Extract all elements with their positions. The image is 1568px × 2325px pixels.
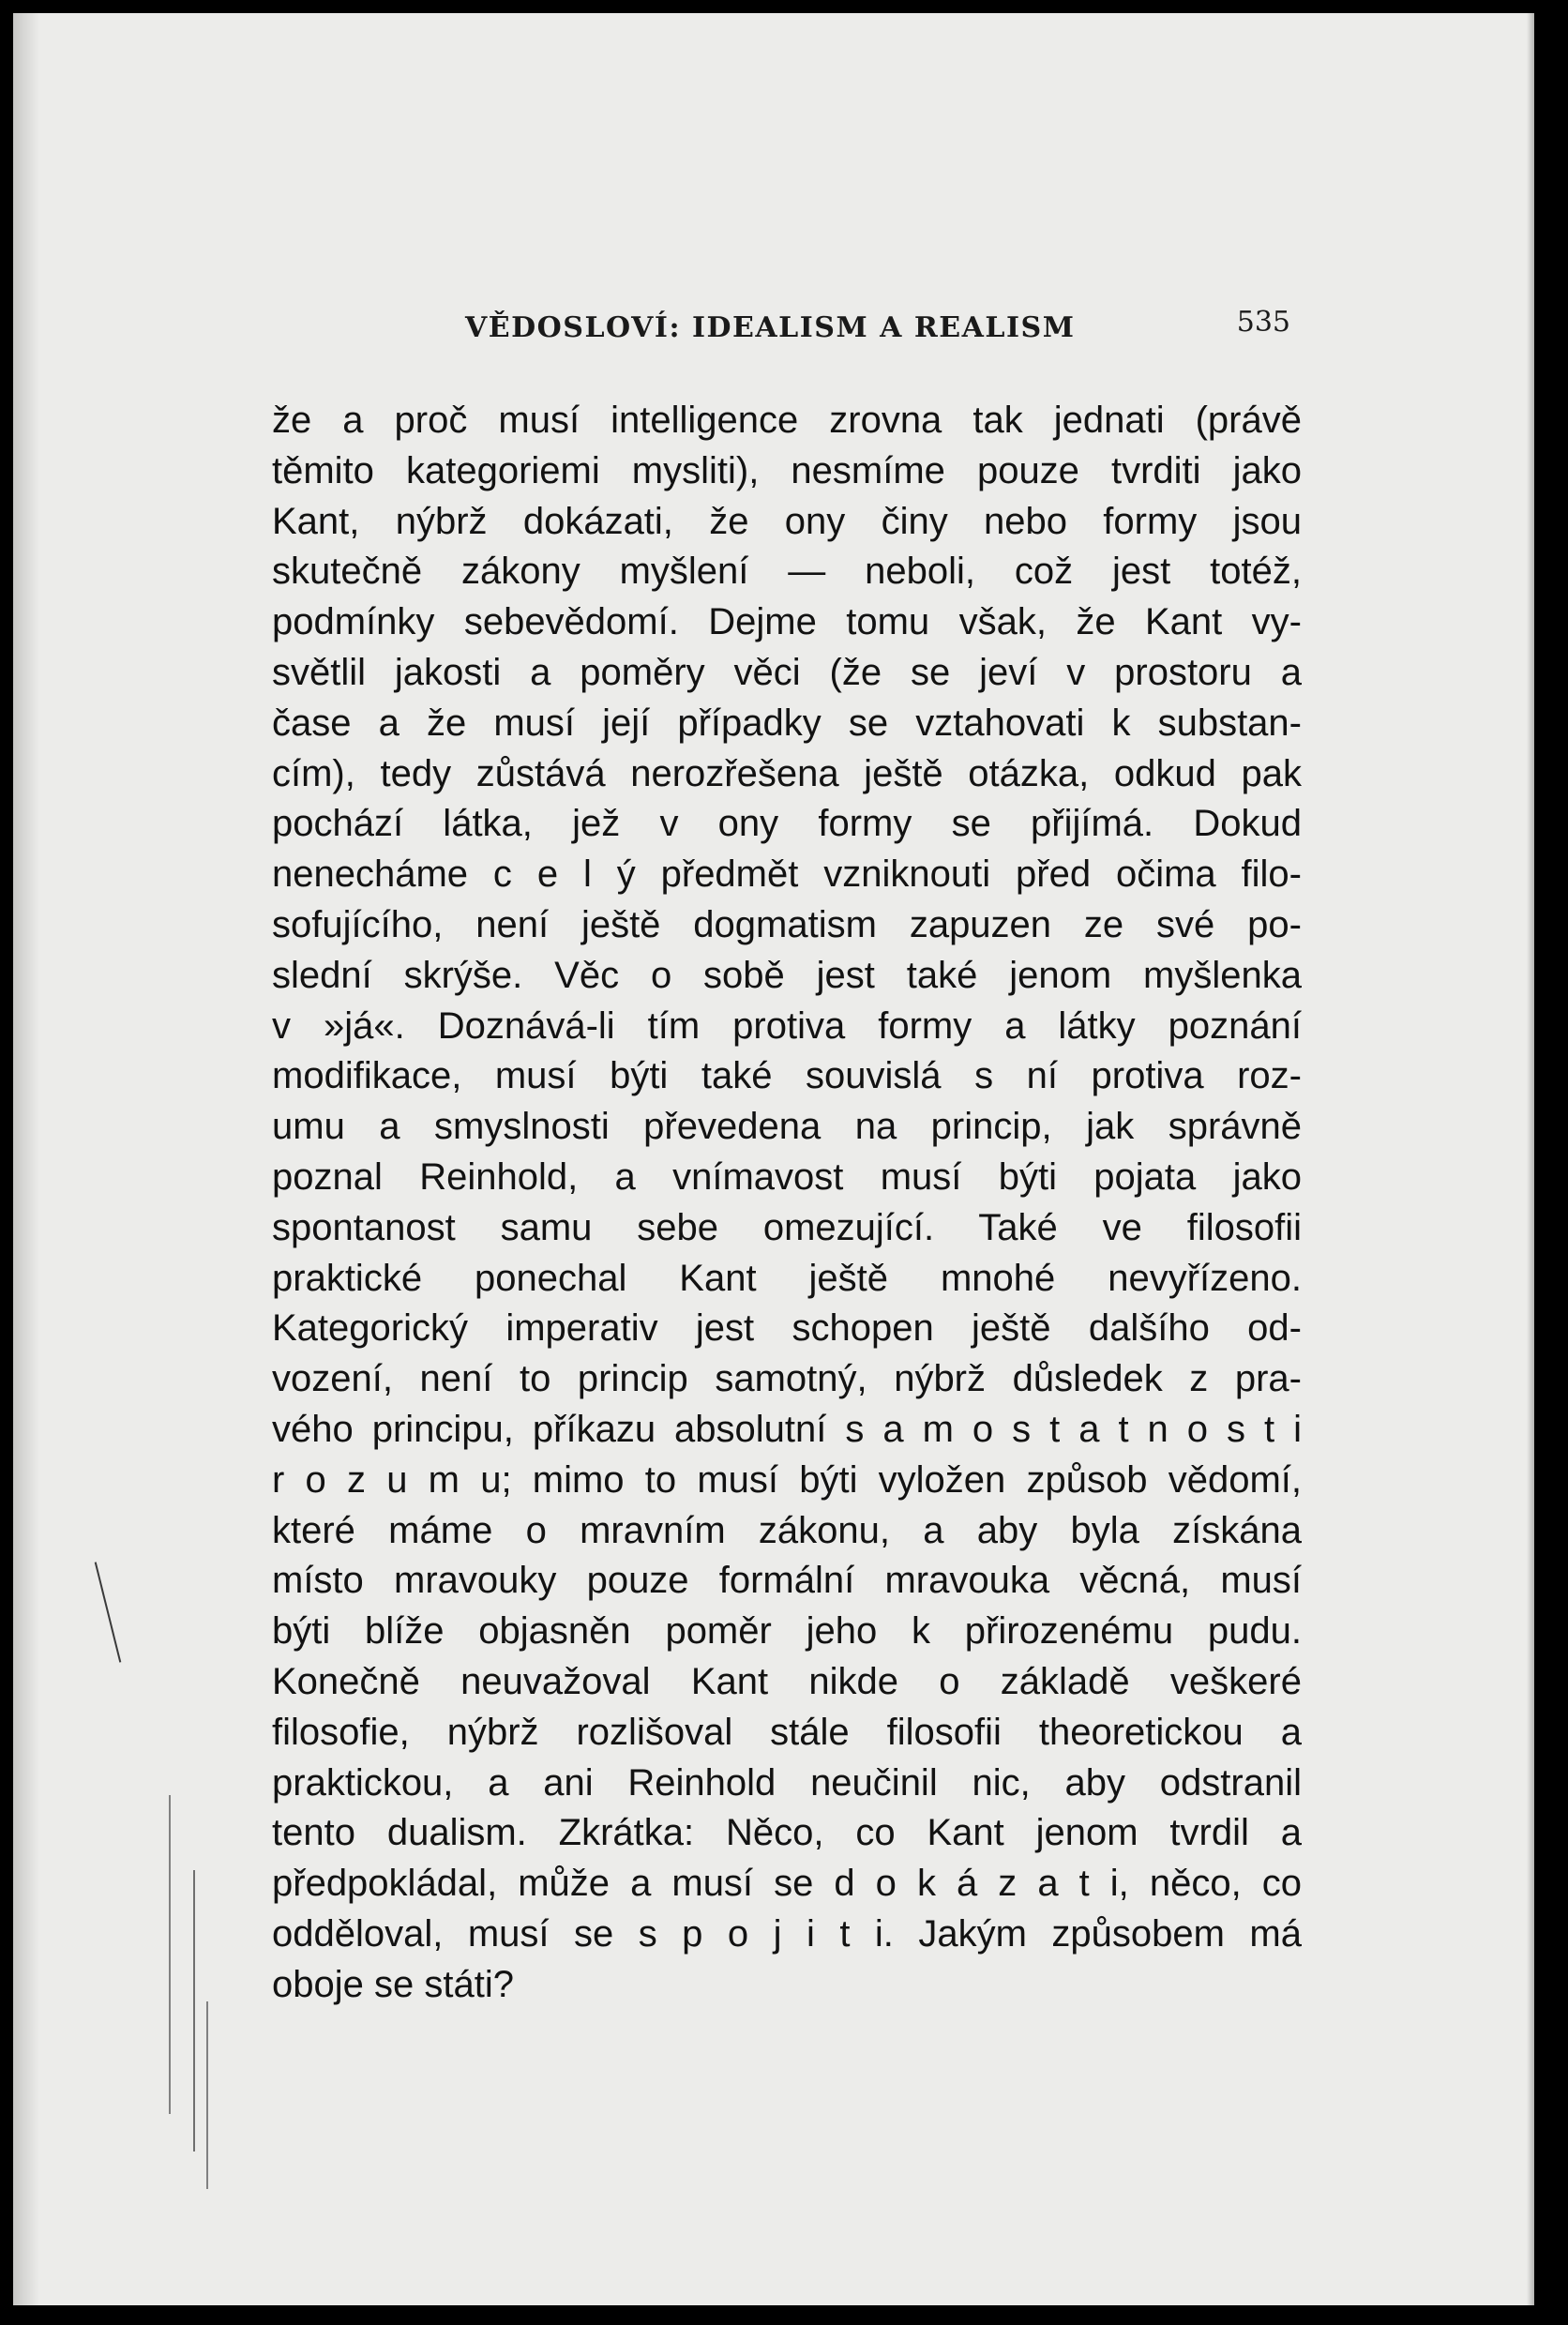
text-line: místo mravouky pouze formální mravouka věcná, musí bbox=[272, 1560, 1302, 1602]
text-line: světlil jakosti a poměry věci (že se jeví v prostoru a bbox=[272, 651, 1302, 693]
text-line: vého principu, příkazu absolutní s a m o s t a t n o s t i bbox=[272, 1408, 1302, 1450]
margin-scratch bbox=[95, 1562, 122, 1662]
text-line: Kant, nýbrž dokázati, že ony činy nebo formy jsou bbox=[272, 500, 1302, 542]
text-line: Kategorický imperativ jest schopen ještě dalšího od- bbox=[272, 1307, 1302, 1350]
page-header bbox=[465, 306, 1290, 353]
text-line: vození, není to princip samotný, nýbrž důsledek z pra- bbox=[272, 1358, 1302, 1400]
text-line: čase a že musí její případky se vztahovati k substan- bbox=[272, 702, 1302, 744]
book-page bbox=[13, 13, 1534, 2305]
body-text bbox=[272, 396, 1302, 2011]
text-line: těmito kategoriemi mysliti), nesmíme pouze tvrditi jako bbox=[272, 449, 1302, 491]
text-line: filosofie, nýbrž rozlišoval stále filosofii theoretickou a bbox=[272, 1711, 1302, 1753]
text-line: že a proč musí intelligence zrovna tak jednati (právě bbox=[272, 400, 1302, 441]
text-line: sofujícího, není ještě dogmatism zapuzen ze své po- bbox=[272, 903, 1302, 945]
text-line: spontanost samu sebe omezující. Také ve filosofii bbox=[272, 1206, 1302, 1248]
running-title: VĚDOSLOVÍ: IDEALISM A REALISM bbox=[465, 311, 1076, 344]
text-line: praktickou, a ani Reinhold neučinil nic, aby odstranil bbox=[272, 1761, 1302, 1804]
text-line: nenecháme c e l ý předmět vzniknouti před očima filo- bbox=[272, 853, 1302, 896]
gutter-shadow bbox=[13, 13, 39, 2305]
text-line: v »já«. Doznává-li tím protiva formy a látky poznání bbox=[272, 1004, 1302, 1047]
text-line: modifikace, musí býti také souvislá s ní protiva roz- bbox=[272, 1055, 1302, 1097]
text-line: předpokládal, může a musí se d o k á z a t i, něco, co bbox=[272, 1863, 1302, 1905]
text-line: r o z u m u; mimo to musí býti vyložen způsob vědomí, bbox=[272, 1458, 1302, 1501]
text-line: oboje se státi? bbox=[272, 1963, 514, 2005]
text-line: tento dualism. Zkrátka: Něco, co Kant jenom tvrdil a bbox=[272, 1812, 1302, 1854]
page-number: 535 bbox=[1236, 306, 1290, 339]
page-edge-shadow bbox=[1527, 13, 1534, 2305]
margin-scratch bbox=[206, 2001, 208, 2189]
text-line: které máme o mravním zákonu, a aby byla získána bbox=[272, 1509, 1302, 1551]
margin-scratch bbox=[193, 1870, 195, 2151]
text-line: praktické ponechal Kant ještě mnohé nevyřízeno. bbox=[272, 1257, 1302, 1299]
text-line: pochází látka, jež v ony formy se přijímá. Dokud bbox=[272, 803, 1302, 845]
margin-scratch bbox=[169, 1795, 171, 2114]
text-line: slední skrýše. Věc o sobě jest také jenom myšlenka bbox=[272, 954, 1302, 996]
text-line: poznal Reinhold, a vnímavost musí býti pojata jako bbox=[272, 1155, 1302, 1198]
text-line: podmínky sebevědomí. Dejme tomu však, že Kant vy- bbox=[272, 601, 1302, 643]
text-line: skutečně zákony myšlení — neboli, což jest totéž, bbox=[272, 551, 1302, 593]
text-line: odděloval, musí se s p o j i t i. Jakým způsobem má bbox=[272, 1912, 1302, 1955]
text-line: býti blíže objasněn poměr jeho k přirozenému pudu. bbox=[272, 1610, 1302, 1653]
text-line: umu a smyslnosti převedena na princip, jak správně bbox=[272, 1106, 1302, 1148]
text-line: cím), tedy zůstává nerozřešena ještě otázka, odkud pak bbox=[272, 752, 1302, 794]
text-line: Konečně neuvažoval Kant nikde o základě veškeré bbox=[272, 1660, 1302, 1702]
